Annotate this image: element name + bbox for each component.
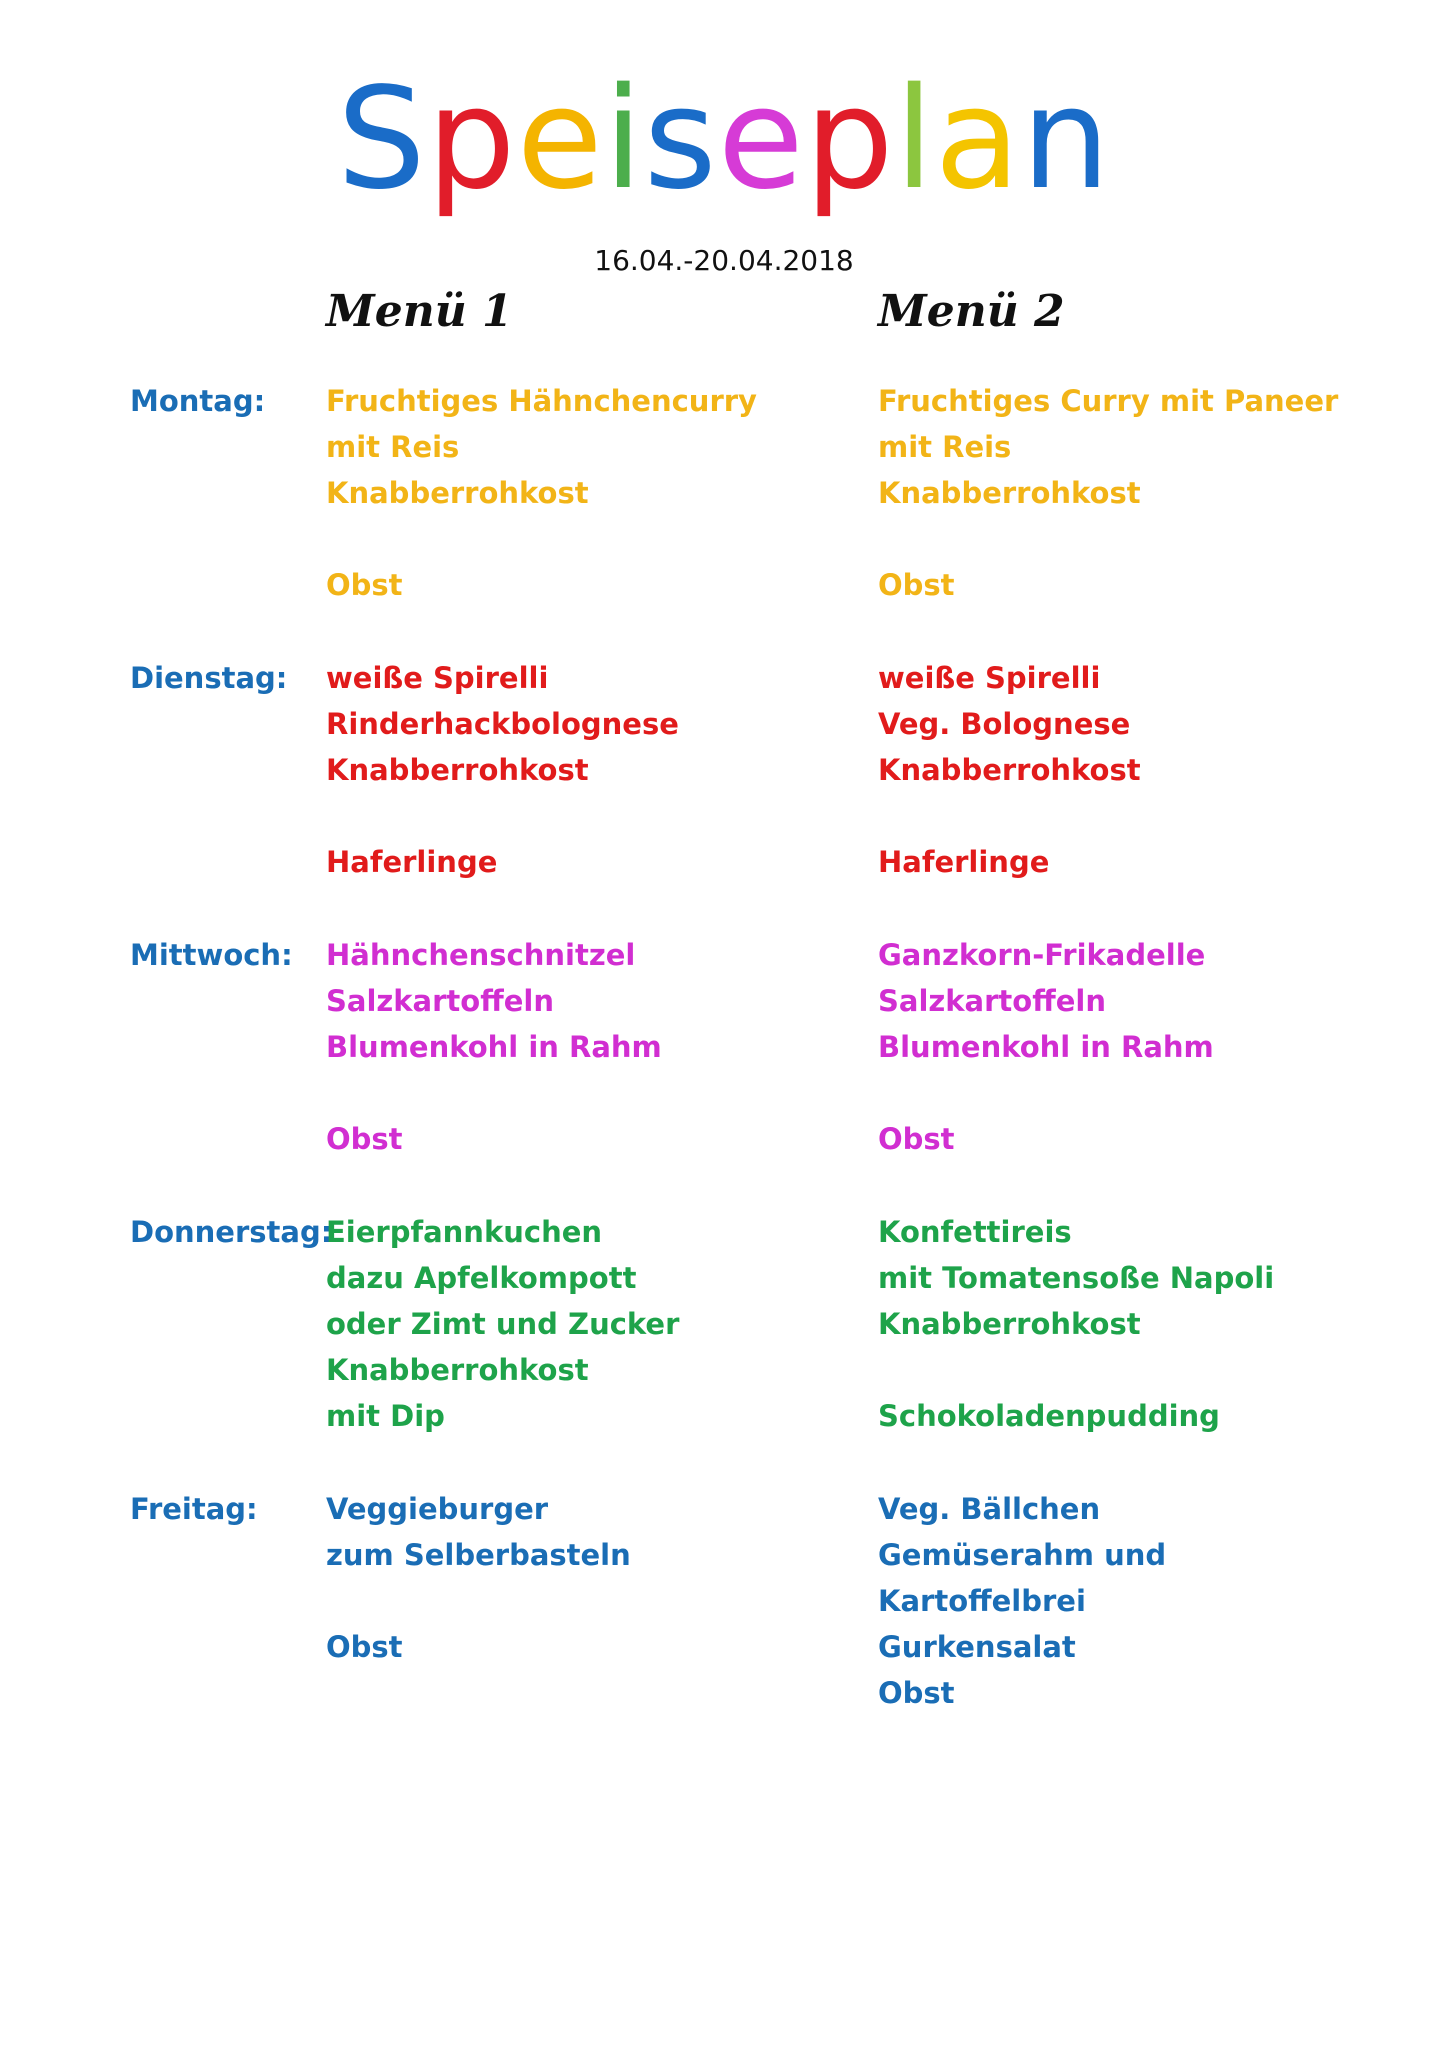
menu-2-item: Obst <box>878 1122 955 1156</box>
menu-1-item: Obst <box>326 1122 403 1156</box>
menu-2-item: Gurkensalat <box>878 1630 1076 1664</box>
menu-2-item: weiße Spirelli <box>878 661 1101 695</box>
day-label-donnerstag: Donnerstag: <box>130 1215 333 1249</box>
menu-1-item: Salzkartoffeln <box>326 984 554 1018</box>
menu-1-item: Obst <box>326 1630 403 1664</box>
menu-2-header: Menü 2 <box>878 286 1065 337</box>
title-letter: p <box>804 58 895 221</box>
menu-1-item: Knabberrohkost <box>326 1353 589 1387</box>
menu-1-item: Haferlinge <box>326 845 498 879</box>
page-title <box>0 58 1448 221</box>
menu-1-item: Hähnchenschnitzel <box>326 938 636 972</box>
day-label-montag: Montag: <box>130 384 266 418</box>
menu-2-item: Knabberrohkost <box>878 1307 1141 1341</box>
menu-2-item: Kartoffelbrei <box>878 1584 1086 1618</box>
day-label-freitag: Freitag: <box>130 1492 258 1526</box>
menu-1-header: Menü 1 <box>326 286 513 337</box>
day-label-dienstag: Dienstag: <box>130 661 288 695</box>
title-letter: e <box>717 58 805 221</box>
title-letter: n <box>1021 58 1112 221</box>
menu-2-item: Haferlinge <box>878 845 1050 879</box>
menu-1-item: Eierpfannkuchen <box>326 1215 603 1249</box>
menu-2-item: Blumenkohl in Rahm <box>878 1030 1214 1064</box>
menu-1-item: weiße Spirelli <box>326 661 549 695</box>
menu-1-item: dazu Apfelkompott <box>326 1261 637 1295</box>
menu-2-item: mit Tomatensoße Napoli <box>878 1261 1275 1295</box>
menu-2-item: Knabberrohkost <box>878 753 1141 787</box>
title-letter: a <box>934 58 1022 221</box>
menu-2-item: mit Reis <box>878 430 1012 464</box>
menu-1-item: mit Reis <box>326 430 460 464</box>
menu-2-item: Knabberrohkost <box>878 476 1141 510</box>
title-letter: p <box>426 58 517 221</box>
menu-2-item: Schokoladenpudding <box>878 1399 1220 1433</box>
menu-2-item: Veg. Bolognese <box>878 707 1131 741</box>
title-letter: i <box>603 58 644 221</box>
menu-2-item: Obst <box>878 1676 955 1710</box>
title-letter: l <box>894 58 935 221</box>
menu-1-item: Fruchtiges Hähnchencurry <box>326 384 757 418</box>
menu-1-item: Blumenkohl in Rahm <box>326 1030 662 1064</box>
menu-1-item: Veggieburger <box>326 1492 549 1526</box>
date-range: 16.04.-20.04.2018 <box>594 244 854 277</box>
day-label-mittwoch: Mittwoch: <box>130 938 293 972</box>
menu-2-item: Ganzkorn-Frikadelle <box>878 938 1206 972</box>
menu-1-item: Obst <box>326 568 403 602</box>
menu-1-item: mit Dip <box>326 1399 445 1433</box>
menu-2-item: Konfettireis <box>878 1215 1072 1249</box>
menu-1-item: Knabberrohkost <box>326 476 589 510</box>
menu-1-item: zum Selberbasteln <box>326 1538 631 1572</box>
menu-2-item: Fruchtiges Curry mit Paneer <box>878 384 1339 418</box>
menu-1-item: Knabberrohkost <box>326 753 589 787</box>
menu-1-item: Rinderhackbolognese <box>326 707 679 741</box>
menu-2-item: Gemüserahm und <box>878 1538 1167 1572</box>
title-letter: S <box>336 58 427 221</box>
menu-1-item: oder Zimt und Zucker <box>326 1307 680 1341</box>
menu-2-item: Salzkartoffeln <box>878 984 1106 1018</box>
menu-2-item: Veg. Bällchen <box>878 1492 1101 1526</box>
title-letter: s <box>643 58 718 221</box>
menu-2-item: Obst <box>878 568 955 602</box>
title-letter: e <box>516 58 604 221</box>
